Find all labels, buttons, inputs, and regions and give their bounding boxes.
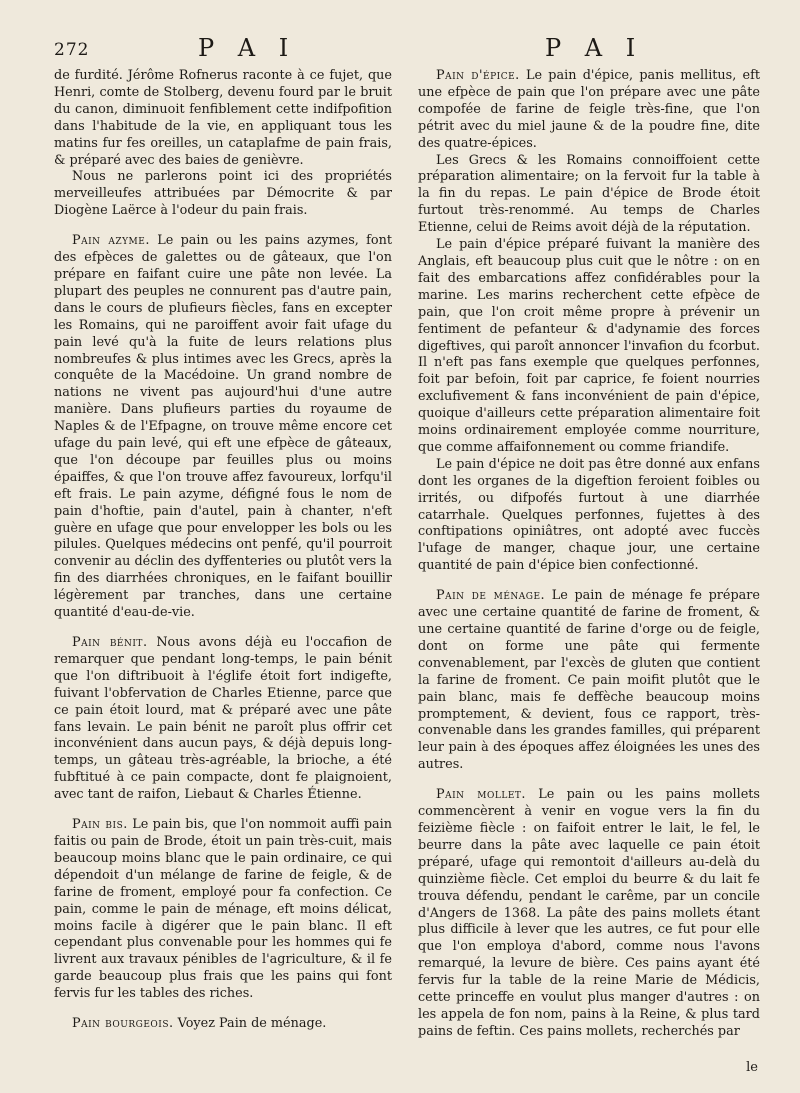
paragraph xyxy=(418,237,760,457)
paragraph-text: Nous ne parlerons point ici des propriétés merveilleufes attribuées par Démocrite & par Diogène Laërce à l'odeur du pain frais. xyxy=(54,169,392,219)
dictionary-entry xyxy=(418,68,760,153)
paragraph-text: Le pain d'épice préparé fuivant la manière des Anglais, eft beaucoup plus cuit que le nôtre : on en fait des embarcations affez confidérables pour la marine. Les marins recherchent cette efpèce de pain, que l'on croit même propre à prévenir un fentiment de pefanteur & d'adynamie des forces digeftives, qui paroît annoncer l'invafion du fcorbut. Il n'eft pas fans exemple que quelques perfonnes, foit par befoin, foit par caprice, fe foient nourries exclufivement & fans inconvénient de pain d'épice, quoique d'ailleurs cette préparation alimentaire foit moins ordinairement employée comme nourriture, que comme affaifonnement ou comme friandife. xyxy=(418,237,760,455)
running-head-right: P A I xyxy=(545,34,644,62)
entry-headword: Pain de ménage. xyxy=(436,588,546,604)
paragraph-text: Le pain bis, que l'on nommoit auffi pain faitis ou pain de Brode, étoit un pain très-cuit, mais beaucoup moins blanc que le pain ordinaire, ce qui dépendoit d'un mélange de farine de feigle, & de farine de froment, employé pour fa confection. Ce pain, comme le pain de ménage, eft moins délicat, moins facile à digérer que le pain blanc. Il eft cependant plus convenable pour les hommes qui fe livrent aux travaux pénibles de l'agriculture, & il fe garde beaucoup plus frais que les pains qui font fervis fur les tables des riches. xyxy=(54,817,392,1002)
catchword: le xyxy=(746,1060,758,1075)
paragraph xyxy=(54,169,392,220)
dictionary-entry xyxy=(418,787,760,1041)
dictionary-entry xyxy=(54,817,392,1003)
dictionary-entry xyxy=(418,588,760,774)
paragraph-text: Le pain d'épice, panis mellitus, eft une efpèce de pain que l'on prépare avec une pâte compofée de farine de feigle très-fine, que l'on pétrit avec du miel jaune & de la poudre fine, dite des quatre-épices. xyxy=(418,68,760,151)
paragraph-text: de furdité. Jérôme Rofnerus raconte à ce fujet, que Henri, comte de Stolberg, devenu fourd par le bruit du canon, diminuoit fenfiblement cette indifpofition dans l'habitude de la vie, en appliquant tous les matins fur fes oreilles, un cataplafme de pain frais, & préparé avec des baies de genièvre. xyxy=(54,68,392,168)
paragraph-text: Le pain ou les pains mollets commencèrent à venir en vogue vers la fin du feizième fiècle : on faifoit entrer le lait, le fel, le beurre dans la pâte avec laquelle ce pain étoit préparé, ufage qui remontoit d'ailleurs au-delà du quinzième fiècle. Cet emploi du beurre & du lait fe trouva défendu, pendant le carême, par un concile d'Angers de 1368. La pâte des pains mollets étant plus difficile à lever que les autres, ce fut pour elle que l'on employa d'abord, comme nous l'avons remarqué, la levure de bière. Ces pains ayant été fervis fur la table de la reine Marie de Médicis, cette princeffe en voulut plus manger d'autres : on les appela de fon nom, pains à la Reine, & plus tard pains de feftin. Ces pains mollets, recherchés par xyxy=(418,787,761,1039)
page-number: 272 xyxy=(54,40,90,60)
running-head-left: P A I xyxy=(198,34,297,62)
entry-headword: Pain bis. xyxy=(72,817,128,833)
entry-headword: Pain bourgeois. xyxy=(72,1016,174,1032)
paragraph-text: Voyez Pain de ménage. xyxy=(177,1016,327,1032)
dictionary-entry xyxy=(54,233,392,622)
paragraph xyxy=(54,68,392,169)
paragraph-text: Le pain ou les pains azymes, font des efpèces de galettes ou de gâteaux, que l'on prépare en faifant cuire une pâte non levée. La plupart des peuples ne connurent pas d'autre pain, dans le cours de plufieurs fiècles, fans en excepter les Romains, qui ne paroiffent avoir fait ufage du pain levé qu'à la fuite de leurs relations plus nombreufes & plus intimes avec les Grecs, après la conquête de la Macédoine. Un grand nombre de nations ne vivent pas aujourd'hui d'une autre manière. Dans plufieurs parties du royaume de Naples & de l'Efpagne, on trouve même encore cet ufage du pain levé, qui eft une efpèce de gâteaux, que l'on découpe par feuilles plus ou moins épaiffes, & que l'on trouve affez favoureux, lorfqu'il eft frais. Le pain azyme, défigné fous le nom de pain d'hoftie, pain d'autel, pain à chanter, n'eft guère en ufage que pour envelopper les bols ou les pilules. Quelques médecins ont penfé, qu'il pourroit convenir au déclin des dyffenteries ou plutôt vers la fin des diarrhées chroniques, en le faifant bouillir légèrement par tranches, dans une certaine quantité d'eau-de-vie. xyxy=(54,233,392,621)
paragraph xyxy=(418,457,760,575)
entry-headword: Pain mollet. xyxy=(436,787,526,803)
entry-headword: Pain bénit. xyxy=(72,635,148,650)
paragraph-text: Les Grecs & les Romains connoiffoient cette préparation alimentaire; on la fervoit fur la table à la fin du repas. Le pain d'épice de Brode étoit furtout très-renommé. Au temps de Charles Etienne, celui de Reims avoit déjà de la réputation. xyxy=(418,152,760,236)
entry-headword: Pain d'épice. xyxy=(436,68,520,83)
dictionary-entry xyxy=(54,1016,392,1033)
paragraph xyxy=(418,153,760,238)
right-column xyxy=(418,68,760,1041)
left-column xyxy=(54,68,392,1033)
dictionary-entry xyxy=(54,635,392,804)
paragraph-text: Le pain de ménage fe prépare avec une certaine quantité de farine de froment, & une certaine quantité de farine d'orge ou de feigle, dont on forme une pâte qui fermente convenablement, par l'excès de gluten que contient la farine de froment. Ce pain moifit plutôt que le pain blanc, mais fe deffèche beaucoup moins promptement, & devient, fous ce rapport, très-convenable dans les grandes familles, qui préparent leur pain à des époques affez éloignées les unes des autres. xyxy=(418,588,760,773)
paragraph-text: Nous avons déjà eu l'occafion de remarquer que pendant long-temps, le pain bénit que l'on diftribuoit à l'églife étoit fort indigefte, fuivant l'obfervation de Charles Etienne, parce que ce pain étoit lourd, mat & préparé avec une pâte fans levain. Le pain bénit ne paroît plus offrir cet inconvénient dans aucun pays, & déjà depuis long-temps, un gâteau très-agréable, la brioche, a été fubftitué à ce pain compacte, dont fe plaignoient, avec tant de raifon, Liebaut & Charles Étienne. xyxy=(54,635,393,803)
entry-headword: Pain azyme. xyxy=(72,233,150,249)
paragraph-text: Le pain d'épice ne doit pas être donné aux enfans dont les organes de la digeftion feroient foibles ou irrités, ou difpofés furtout à une diarrhée catarrhale. Quelques perfonnes, fujettes à des conftipations opiniâtres, ont adopté avec fuccès l'ufage de manger, chaque jour, une certaine quantité de pain d'épice bien confectionné. xyxy=(418,456,760,574)
